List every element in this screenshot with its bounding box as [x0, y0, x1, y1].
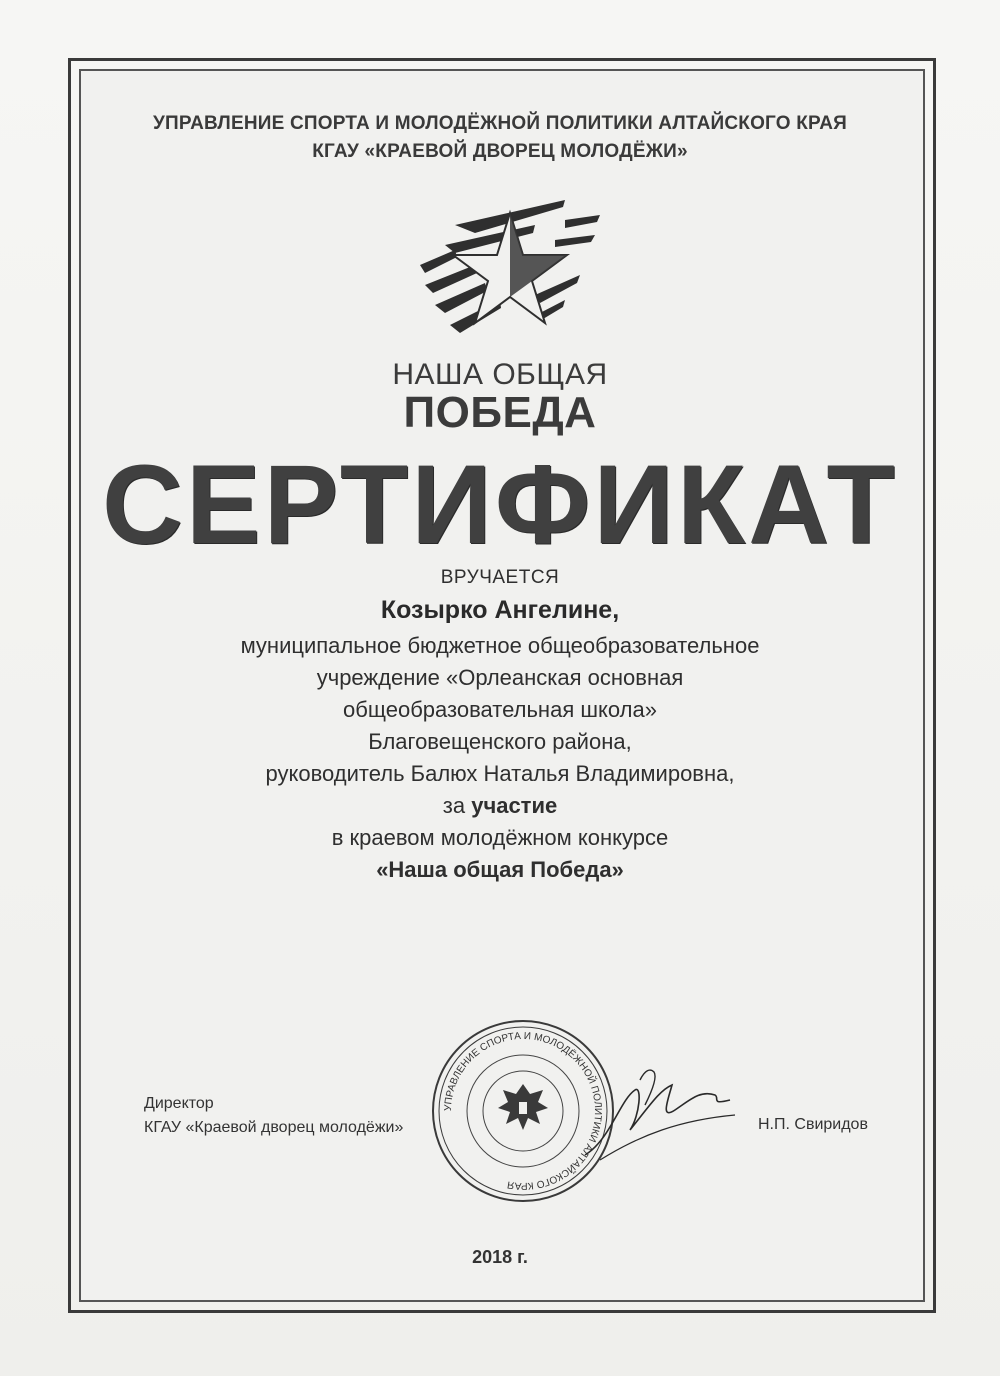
star-brushstroke-icon: [415, 195, 605, 340]
institution-line: учреждение «Орлеанская основная: [316, 665, 684, 690]
contest-line: в краевом молодёжном конкурсе: [331, 825, 669, 850]
signer-position: [144, 1092, 403, 1140]
handwritten-signature-icon: [580, 1060, 740, 1170]
reason-bold: участие: [471, 793, 558, 818]
awarded-label: ВРУЧАЕТСЯ: [440, 567, 560, 588]
organization-line-1: УПРАВЛЕНИЕ СПОРТА И МОЛОДЁЖНОЙ ПОЛИТИКИ АЛТАЙСКОГО КРАЯ: [152, 113, 848, 134]
certificate-title: СЕРТИФИКАТ: [102, 442, 898, 567]
reason-prefix: за: [442, 793, 472, 818]
district-line: Благовещенского района,: [368, 729, 632, 754]
position-line-2: КГАУ «Краевой дворец молодёжи»: [144, 1119, 404, 1136]
reason-line: [0, 790, 1000, 822]
supervisor-line: руководитель Балюх Наталья Владимировна,: [265, 761, 735, 786]
position-line-1: Директор: [144, 1095, 214, 1112]
logo-line-2: ПОБЕДА: [403, 388, 597, 437]
organization-line-2: КГАУ «КРАЕВОЙ ДВОРЕЦ МОЛОДЁЖИ»: [312, 141, 688, 162]
logo-line-1: НАША ОБЩАЯ: [392, 358, 608, 391]
institution-line: общеобразовательная школа»: [343, 697, 657, 722]
contest-name: «Наша общая Победа»: [376, 857, 624, 882]
recipient-name: Козырко Ангелине,: [380, 596, 620, 624]
signer-name: Н.П. Свиридов: [758, 1116, 868, 1133]
institution-line: муниципальное бюджетное общеобразовательное: [240, 633, 760, 658]
seal-text: УПРАВЛЕНИЕ СПОРТА И МОЛОДЁЖНОЙ ПОЛИТИКИ АЛТАЙСКОГО КРАЯ: [442, 1030, 604, 1192]
issue-year: 2018 г.: [472, 1247, 528, 1267]
